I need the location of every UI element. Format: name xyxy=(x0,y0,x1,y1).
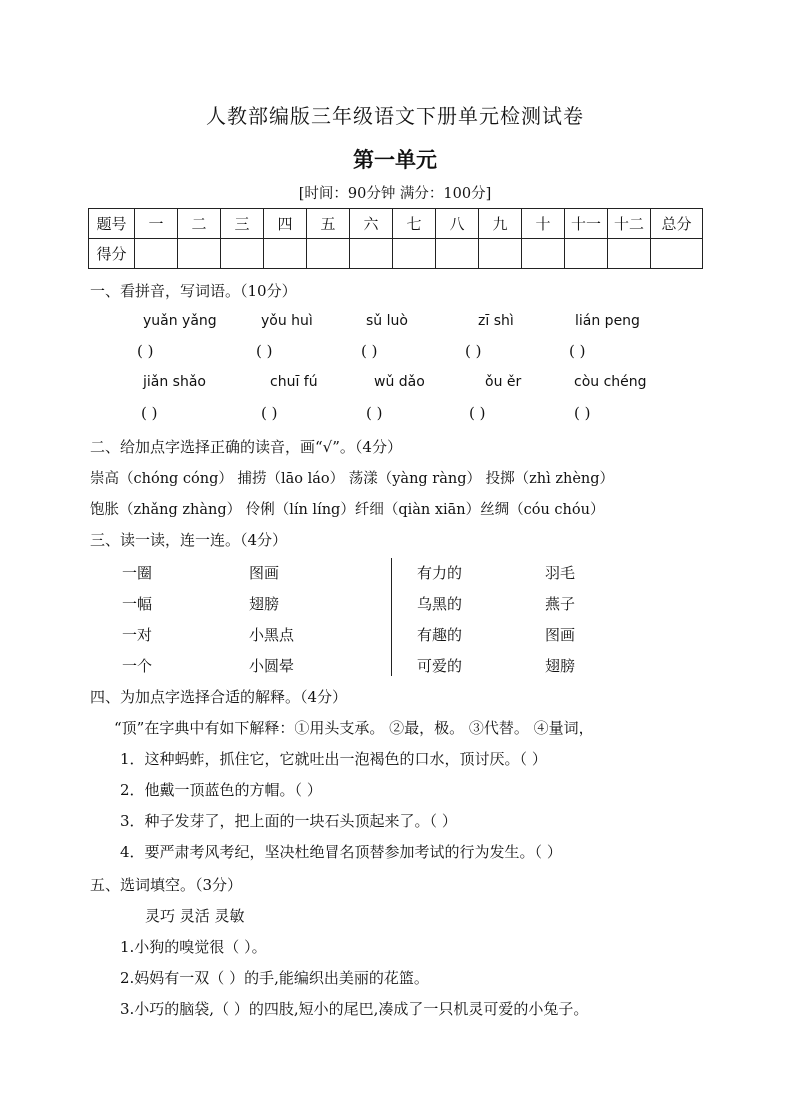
pinyin-item: ǒu ěr xyxy=(485,374,522,390)
pinyin-item: sǔ luò xyxy=(366,313,408,329)
section-4-heading: 四、为加点字选择合适的解释。（4分） xyxy=(90,688,348,706)
definition-intro: “顶”在字典中有如下解释：①用头支承。 ②最，极。 ③代替。 ④量词， xyxy=(114,719,594,737)
answer-blank[interactable]: ( ) xyxy=(366,404,383,422)
match-item[interactable]: 燕子 xyxy=(545,595,576,613)
match-item[interactable]: 有趣的 xyxy=(417,626,463,644)
section-5-heading: 五、选词填空。（3分） xyxy=(90,876,243,894)
table-cell: 四 xyxy=(264,209,307,239)
match-item[interactable]: 有力的 xyxy=(417,564,463,582)
pinyin-item: yǒu huì xyxy=(261,313,313,329)
match-item[interactable]: 一圈 xyxy=(122,564,153,582)
question-item: 2.妈妈有一双（ ）的手,能编织出美丽的花篮。 xyxy=(120,969,429,987)
exam-meta: [时间：90分钟 满分：100分] xyxy=(298,186,492,202)
answer-blank[interactable]: ( ) xyxy=(569,342,586,360)
question-item: 4．要严肃考风考纪，坚决杜绝冒名顶替参加考试的行为发生。（ ） xyxy=(120,843,562,861)
match-item[interactable]: 一个 xyxy=(122,657,153,675)
match-item[interactable]: 一对 xyxy=(122,626,153,644)
column-divider xyxy=(391,558,392,676)
match-item[interactable]: 小黑点 xyxy=(249,626,295,644)
score-cell[interactable] xyxy=(393,239,436,269)
answer-blank[interactable]: ( ) xyxy=(141,404,158,422)
match-item[interactable]: 翅膀 xyxy=(249,595,280,613)
match-item[interactable]: 翅膀 xyxy=(545,657,576,675)
answer-blank[interactable]: ( ) xyxy=(465,342,482,360)
section-1-heading: 一、看拼音，写词语。（10分） xyxy=(90,282,297,300)
reading-choice-line: 饱胀（zhǎng zhàng） 伶俐（lín líng）纤细（qiàn xiān）丝绸（cóu chóu） xyxy=(90,502,605,518)
score-cell[interactable] xyxy=(479,239,522,269)
exam-title: 人教部编版三年级语文下册单元检测试卷 xyxy=(206,104,584,128)
pinyin-item: chuī fú xyxy=(270,374,318,390)
word-bank: 灵巧 灵活 灵敏 xyxy=(145,907,245,925)
question-item: 2．他戴一顶蓝色的方帽。（ ） xyxy=(120,781,322,799)
score-cell[interactable] xyxy=(264,239,307,269)
question-item: 1.小狗的嗅觉很（ ）。 xyxy=(120,938,267,956)
score-cell[interactable] xyxy=(436,239,479,269)
score-cell[interactable] xyxy=(135,239,178,269)
score-cell[interactable] xyxy=(565,239,608,269)
question-item: 3.小巧的脑袋,（ ）的四肢,短小的尾巴,凑成了一只机灵可爱的小兔子。 xyxy=(120,1000,589,1018)
answer-blank[interactable]: ( ) xyxy=(574,404,591,422)
table-cell: 一 xyxy=(135,209,178,239)
match-item[interactable]: 图画 xyxy=(545,626,576,644)
pinyin-item: wǔ dǎo xyxy=(374,374,425,390)
table-cell: 题号 xyxy=(89,209,135,239)
match-item[interactable]: 乌黑的 xyxy=(417,595,463,613)
score-table-header-row xyxy=(89,209,703,239)
table-cell: 二 xyxy=(178,209,221,239)
pinyin-item: zī shì xyxy=(478,313,514,329)
score-cell[interactable] xyxy=(307,239,350,269)
answer-blank[interactable]: ( ) xyxy=(361,342,378,360)
section-2-heading: 二、给加点字选择正确的读音，画“√”。（4分） xyxy=(90,438,402,456)
table-cell: 三 xyxy=(221,209,264,239)
table-cell: 八 xyxy=(436,209,479,239)
match-item[interactable]: 可爱的 xyxy=(417,657,463,675)
pinyin-item: lián peng xyxy=(575,313,640,329)
table-cell: 总分 xyxy=(651,209,703,239)
score-cell[interactable] xyxy=(608,239,651,269)
answer-blank[interactable]: ( ) xyxy=(469,404,486,422)
pinyin-item: jiǎn shǎo xyxy=(143,374,206,390)
table-cell: 六 xyxy=(350,209,393,239)
table-cell: 五 xyxy=(307,209,350,239)
table-cell: 九 xyxy=(479,209,522,239)
table-cell: 得分 xyxy=(89,239,135,269)
table-cell: 七 xyxy=(393,209,436,239)
answer-blank[interactable]: ( ) xyxy=(137,342,154,360)
score-table-score-row xyxy=(89,239,703,269)
score-table xyxy=(88,208,703,269)
match-item[interactable]: 小圆晕 xyxy=(249,657,295,675)
match-item[interactable]: 羽毛 xyxy=(545,564,576,582)
unit-title: 第一单元 xyxy=(353,147,437,172)
question-item: 1．这种蚂蚱，抓住它，它就吐出一泡褐色的口水，顶讨厌。（ ） xyxy=(120,750,547,768)
question-item: 3．种子发芽了，把上面的一块石头顶起来了。（ ） xyxy=(120,812,457,830)
table-cell: 十 xyxy=(522,209,565,239)
match-item[interactable]: 一幅 xyxy=(122,595,153,613)
pinyin-item: yuǎn yǎng xyxy=(143,313,217,329)
score-cell[interactable] xyxy=(350,239,393,269)
section-3-heading: 三、读一读，连一连。（4分） xyxy=(90,531,288,549)
match-item[interactable]: 图画 xyxy=(249,564,280,582)
reading-choice-line: 崇高（chóng cóng） 捕捞（lāo láo） 荡漾（yàng ràng） 投掷（zhì zhèng） xyxy=(90,471,615,487)
score-cell[interactable] xyxy=(178,239,221,269)
table-cell: 十一 xyxy=(565,209,608,239)
score-cell[interactable] xyxy=(221,239,264,269)
answer-blank[interactable]: ( ) xyxy=(261,404,278,422)
table-cell: 十二 xyxy=(608,209,651,239)
answer-blank[interactable]: ( ) xyxy=(256,342,273,360)
score-cell[interactable] xyxy=(651,239,703,269)
pinyin-item: còu chéng xyxy=(574,374,647,390)
score-cell[interactable] xyxy=(522,239,565,269)
